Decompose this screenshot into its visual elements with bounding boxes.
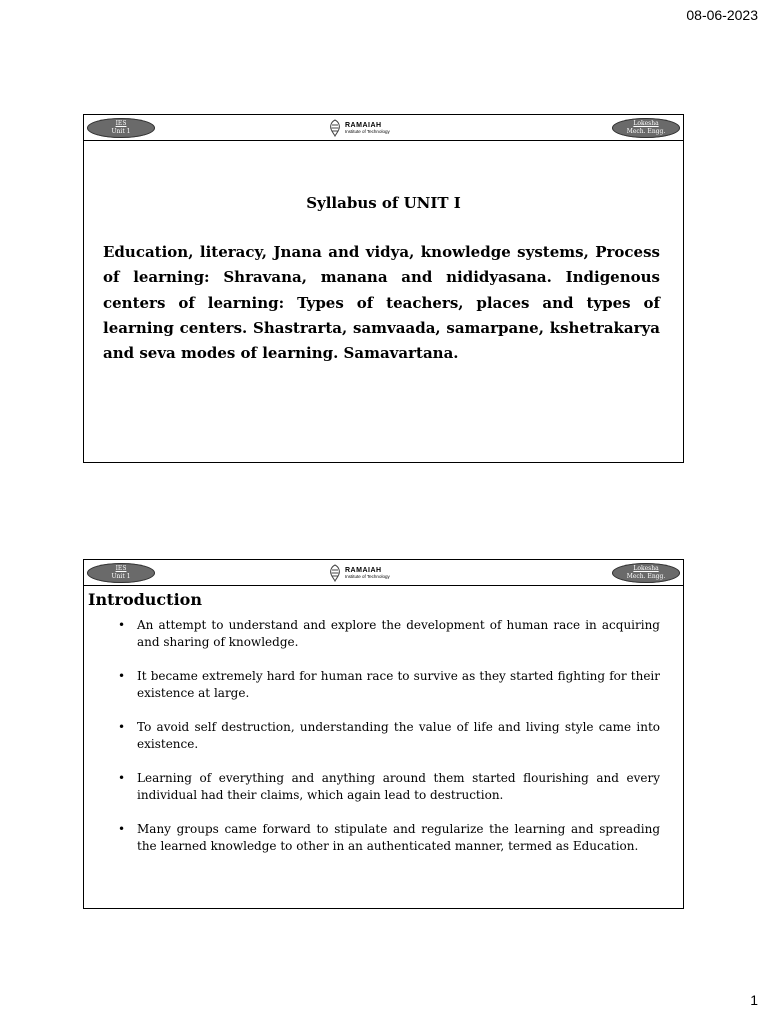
- institute-logo: [328, 118, 390, 138]
- slide-title: Introduction: [88, 590, 202, 609]
- author-pill: [612, 118, 680, 138]
- ramaiah-logo-icon: [328, 119, 342, 137]
- syllabus-text: Education, literacy, Jnana and vidya, knowledge systems, Process of learning: Shravana, manana and nididyasana. Indigenous centers of learning: Types of teachers, places and types of learning centers. Shastrarta, samvaada, samarpane, kshetrakarya and seva modes of learning. Samavartana.: [103, 243, 660, 363]
- logo-subtitle: Institute of Technology: [345, 573, 390, 579]
- list-item: • Many groups came forward to stipulate and regularize the learning and spreading the learned knowledge to other in an authenticated manner, termed as Education.: [118, 821, 660, 855]
- slide-header: [84, 560, 683, 586]
- logo-title: RAMAIAH: [345, 121, 382, 129]
- course-unit: Unit 1: [111, 573, 131, 580]
- ramaiah-logo-icon: [328, 564, 342, 582]
- list-item: • An attempt to understand and explore the development of human race in acquiring and sharing of knowledge.: [118, 617, 660, 651]
- author-pill: [612, 563, 680, 583]
- slide-title: Syllabus of UNIT I: [306, 194, 461, 212]
- logo-title: RAMAIAH: [345, 566, 382, 574]
- slide-introduction: [83, 559, 684, 909]
- author-name: Lokesha: [633, 120, 659, 127]
- bullet-list: [118, 617, 660, 872]
- course-pill: [87, 563, 155, 583]
- list-item: • It became extremely hard for human race to survive as they started fighting for their existence at large.: [118, 668, 660, 702]
- author-dept: Mech. Engg.: [626, 573, 666, 580]
- slide-syllabus: [83, 114, 684, 463]
- list-item: • Learning of everything and anything around them started flourishing and every individual had their claims, which again lead to destruction.: [118, 770, 660, 804]
- course-pill: [87, 118, 155, 138]
- page-date: 08-06-2023: [686, 7, 758, 23]
- author-dept: Mech. Engg.: [626, 128, 666, 135]
- page-number: 1: [750, 992, 758, 1008]
- course-code: IES: [115, 120, 127, 127]
- logo-subtitle: Institute of Technology: [345, 128, 390, 134]
- author-name: Lokesha: [633, 565, 659, 572]
- course-unit: Unit 1: [111, 128, 131, 135]
- slide-header: [84, 115, 683, 141]
- list-item: • To avoid self destruction, understanding the value of life and living style came into existence.: [118, 719, 660, 753]
- institute-logo: [328, 563, 390, 583]
- course-code: IES: [115, 565, 127, 572]
